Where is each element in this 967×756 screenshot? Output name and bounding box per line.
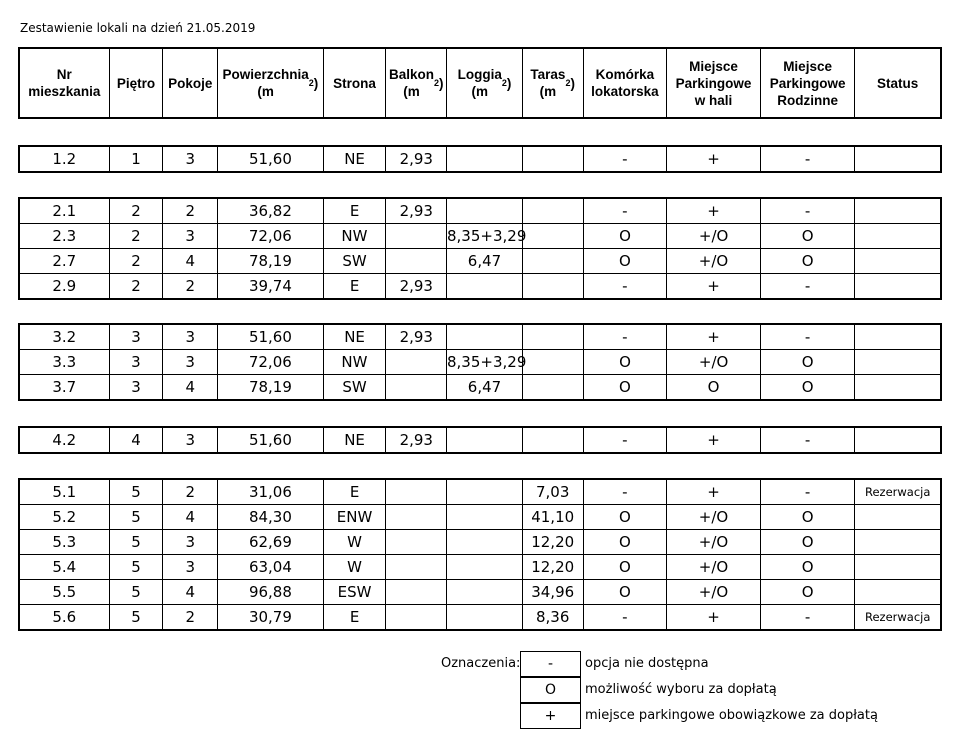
cell-balcony — [385, 249, 446, 273]
cell-loggia — [446, 199, 522, 223]
cell-rooms: 3 — [162, 555, 217, 579]
cell-side: ENW — [323, 505, 386, 529]
cell-parking-family: O — [760, 224, 855, 248]
cell-storage: O — [583, 580, 667, 604]
cell-terrace: 12,20 — [522, 555, 583, 579]
cell-area: 78,19 — [217, 375, 323, 399]
cell-rooms: 3 — [162, 428, 217, 452]
legend-text-optional: możliwość wyboru za dopłatą — [585, 682, 777, 697]
cell-loggia — [446, 480, 522, 504]
cell-floor: 3 — [109, 325, 163, 349]
cell-parking-hall: +/O — [666, 555, 760, 579]
cell-terrace — [522, 224, 583, 248]
cell-terrace: 8,36 — [522, 605, 583, 629]
cell-loggia — [446, 325, 522, 349]
header-status: Status — [854, 49, 940, 117]
table-row — [20, 374, 940, 399]
cell-loggia — [446, 147, 522, 171]
cell-nr: 3.3 — [52, 353, 77, 371]
cell-status — [854, 580, 940, 604]
cell-balcony: 2,93 — [385, 325, 446, 349]
cell-terrace: 34,96 — [522, 580, 583, 604]
cell-nr: 1.2 — [52, 150, 77, 168]
cell-rooms: 2 — [162, 605, 217, 629]
cell-area: 78,19 — [217, 249, 323, 273]
cell-area: 62,69 — [217, 530, 323, 554]
cell-balcony — [385, 530, 446, 554]
header-loggia: Loggia (m 2 ) — [446, 49, 522, 117]
cell-status — [854, 428, 940, 452]
cell-loggia — [446, 428, 522, 452]
cell-nr: 5.3 — [52, 533, 77, 551]
legend-symbol-unavailable: - — [520, 651, 581, 677]
table-row — [20, 199, 940, 223]
cell-balcony: 2,93 — [385, 274, 446, 298]
floor-group — [18, 426, 942, 454]
cell-side: NE — [323, 428, 386, 452]
cell-side: ESW — [323, 580, 386, 604]
cell-floor: 5 — [109, 530, 163, 554]
cell-side: W — [323, 530, 386, 554]
table-row — [20, 480, 940, 504]
cell-floor: 2 — [109, 199, 163, 223]
cell-parking-hall: O — [666, 375, 760, 399]
cell-side: NW — [323, 350, 386, 374]
cell-terrace — [522, 249, 583, 273]
cell-side: E — [323, 274, 386, 298]
cell-parking-hall: + — [666, 325, 760, 349]
cell-floor: 5 — [109, 505, 163, 529]
cell-parking-hall: +/O — [666, 530, 760, 554]
cell-balcony — [385, 505, 446, 529]
document-title: Zestawienie lokali na dzień 21.05.2019 — [20, 21, 256, 35]
cell-storage: O — [583, 350, 667, 374]
table-row — [20, 273, 940, 298]
cell-nr: 2.7 — [52, 252, 77, 270]
cell-floor: 3 — [109, 350, 163, 374]
cell-floor: 3 — [109, 375, 163, 399]
cell-storage: - — [583, 147, 667, 171]
cell-loggia — [446, 505, 522, 529]
table-row — [20, 504, 940, 529]
cell-area: 30,79 — [217, 605, 323, 629]
cell-storage: O — [583, 249, 667, 273]
cell-floor: 5 — [109, 605, 163, 629]
header-floor: Piętro — [109, 49, 163, 117]
cell-balcony: 2,93 — [385, 199, 446, 223]
cell-area: 51,60 — [217, 325, 323, 349]
cell-area: 39,74 — [217, 274, 323, 298]
table-row — [20, 325, 940, 349]
cell-storage: - — [583, 274, 667, 298]
cell-rooms: 3 — [162, 350, 217, 374]
cell-status — [854, 505, 940, 529]
cell-floor: 5 — [109, 555, 163, 579]
cell-nr: 5.1 — [52, 483, 77, 501]
cell-parking-family: O — [760, 350, 855, 374]
cell-terrace — [522, 274, 583, 298]
cell-storage: - — [583, 428, 667, 452]
cell-nr: 2.3 — [52, 227, 77, 245]
cell-status — [854, 274, 940, 298]
cell-status — [854, 375, 940, 399]
cell-loggia — [446, 555, 522, 579]
cell-parking-family: O — [760, 249, 855, 273]
cell-terrace: 12,20 — [522, 530, 583, 554]
cell-balcony — [385, 605, 446, 629]
cell-storage: - — [583, 199, 667, 223]
table-row — [20, 147, 940, 171]
floor-group — [18, 197, 942, 300]
table-row — [20, 579, 940, 604]
cell-area: 72,06 — [217, 350, 323, 374]
legend-text-unavailable: opcja nie dostępna — [585, 656, 709, 671]
table-row — [20, 529, 940, 554]
cell-terrace — [522, 147, 583, 171]
cell-floor: 5 — [109, 580, 163, 604]
cell-balcony: 2,93 — [385, 428, 446, 452]
cell-storage: O — [583, 530, 667, 554]
cell-balcony — [385, 350, 446, 374]
cell-loggia: 6,47 — [446, 375, 522, 399]
cell-parking-hall: + — [666, 274, 760, 298]
cell-status — [854, 350, 940, 374]
cell-rooms: 2 — [162, 199, 217, 223]
header-area: Powierzchnia (m 2 ) — [217, 49, 323, 117]
legend-label: Oznaczenia: — [441, 656, 521, 671]
cell-balcony: 2,93 — [385, 147, 446, 171]
cell-floor: 1 — [109, 147, 163, 171]
cell-balcony — [385, 555, 446, 579]
table-row — [20, 248, 940, 273]
cell-nr: 4.2 — [52, 431, 77, 449]
cell-terrace — [522, 375, 583, 399]
cell-terrace: 41,10 — [522, 505, 583, 529]
header-nr: Nr mieszkania — [28, 67, 101, 99]
cell-parking-family: - — [760, 147, 855, 171]
cell-side: E — [323, 480, 386, 504]
cell-area: 36,82 — [217, 199, 323, 223]
cell-status — [854, 147, 940, 171]
cell-area: 51,60 — [217, 147, 323, 171]
cell-balcony — [385, 580, 446, 604]
cell-nr: 2.1 — [52, 202, 77, 220]
cell-side: W — [323, 555, 386, 579]
cell-rooms: 2 — [162, 274, 217, 298]
cell-parking-family: O — [760, 555, 855, 579]
cell-parking-hall: +/O — [666, 350, 760, 374]
cell-floor: 2 — [109, 224, 163, 248]
cell-area: 31,06 — [217, 480, 323, 504]
cell-parking-hall: + — [666, 480, 760, 504]
cell-parking-family: O — [760, 530, 855, 554]
cell-storage: O — [583, 224, 667, 248]
cell-side: SW — [323, 375, 386, 399]
cell-rooms: 3 — [162, 147, 217, 171]
cell-area: 96,88 — [217, 580, 323, 604]
cell-storage: - — [583, 325, 667, 349]
cell-parking-family: - — [760, 274, 855, 298]
floor-group — [18, 145, 942, 173]
cell-balcony — [385, 480, 446, 504]
floor-group — [18, 323, 942, 401]
cell-rooms: 4 — [162, 375, 217, 399]
cell-terrace: 7,03 — [522, 480, 583, 504]
cell-rooms: 4 — [162, 505, 217, 529]
cell-status — [854, 199, 940, 223]
cell-status — [854, 325, 940, 349]
cell-side: SW — [323, 249, 386, 273]
cell-area: 72,06 — [217, 224, 323, 248]
header-parking-family: Miejsce Parkingowe Rodzinne — [760, 49, 855, 117]
cell-parking-hall: +/O — [666, 580, 760, 604]
cell-floor: 5 — [109, 480, 163, 504]
cell-rooms: 4 — [162, 580, 217, 604]
cell-rooms: 4 — [162, 249, 217, 273]
cell-loggia — [446, 580, 522, 604]
cell-side: NE — [323, 147, 386, 171]
cell-rooms: 3 — [162, 530, 217, 554]
cell-nr: 5.2 — [52, 508, 77, 526]
header-terrace: Taras (m 2 ) — [522, 49, 583, 117]
cell-parking-family: - — [760, 428, 855, 452]
cell-nr: 3.7 — [52, 378, 77, 396]
cell-nr: 5.4 — [52, 558, 77, 576]
legend-symbol-optional: O — [520, 677, 581, 703]
table-header — [18, 47, 942, 119]
cell-side: E — [323, 605, 386, 629]
table-row — [20, 223, 940, 248]
cell-nr: 2.9 — [52, 277, 77, 295]
cell-storage: - — [583, 605, 667, 629]
cell-status: Rezerwacja — [854, 605, 940, 629]
table-row — [20, 554, 940, 579]
cell-loggia — [446, 530, 522, 554]
cell-nr: 5.5 — [52, 583, 77, 601]
header-storage: Komórka lokatorska — [583, 49, 667, 117]
cell-terrace — [522, 350, 583, 374]
legend-text-mandatory: miejsce parkingowe obowiązkowe za dopłatą — [585, 708, 878, 723]
cell-nr: 5.6 — [52, 608, 77, 626]
cell-rooms: 2 — [162, 480, 217, 504]
cell-floor: 4 — [109, 428, 163, 452]
cell-loggia: 8,35+3,29 — [446, 224, 522, 248]
cell-loggia — [446, 274, 522, 298]
header-side: Strona — [323, 49, 386, 117]
cell-parking-hall: + — [666, 605, 760, 629]
cell-parking-family: O — [760, 505, 855, 529]
cell-storage: O — [583, 375, 667, 399]
cell-storage: O — [583, 505, 667, 529]
cell-rooms: 3 — [162, 325, 217, 349]
cell-terrace — [522, 199, 583, 223]
header-balcony: Balkon (m 2 ) — [385, 49, 446, 117]
cell-parking-hall: + — [666, 147, 760, 171]
floor-group — [18, 478, 942, 631]
cell-side: NE — [323, 325, 386, 349]
cell-parking-hall: +/O — [666, 505, 760, 529]
cell-side: E — [323, 199, 386, 223]
cell-terrace — [522, 428, 583, 452]
cell-status: Rezerwacja — [854, 480, 940, 504]
cell-parking-family: O — [760, 580, 855, 604]
table-row — [20, 428, 940, 452]
table-row — [20, 604, 940, 629]
table-row — [20, 349, 940, 374]
cell-loggia: 6,47 — [446, 249, 522, 273]
cell-rooms: 3 — [162, 224, 217, 248]
header-parking-hall: Miejsce Parkingowe w hali — [666, 49, 760, 117]
cell-parking-hall: +/O — [666, 224, 760, 248]
cell-area: 84,30 — [217, 505, 323, 529]
cell-floor: 2 — [109, 274, 163, 298]
cell-status — [854, 555, 940, 579]
header-rooms: Pokoje — [162, 49, 217, 117]
cell-loggia: 8,35+3,29 — [446, 350, 522, 374]
cell-parking-family: - — [760, 605, 855, 629]
cell-area: 63,04 — [217, 555, 323, 579]
cell-nr: 3.2 — [52, 328, 77, 346]
cell-parking-family: - — [760, 199, 855, 223]
legend-symbol-mandatory: + — [520, 703, 581, 729]
cell-parking-hall: + — [666, 199, 760, 223]
cell-parking-hall: + — [666, 428, 760, 452]
cell-floor: 2 — [109, 249, 163, 273]
cell-balcony — [385, 375, 446, 399]
cell-status — [854, 224, 940, 248]
cell-parking-hall: +/O — [666, 249, 760, 273]
cell-balcony — [385, 224, 446, 248]
cell-terrace — [522, 325, 583, 349]
cell-status — [854, 249, 940, 273]
cell-storage: O — [583, 555, 667, 579]
cell-side: NW — [323, 224, 386, 248]
cell-storage: - — [583, 480, 667, 504]
cell-parking-family: - — [760, 325, 855, 349]
cell-parking-family: - — [760, 480, 855, 504]
cell-loggia — [446, 605, 522, 629]
cell-parking-family: O — [760, 375, 855, 399]
cell-status — [854, 530, 940, 554]
cell-area: 51,60 — [217, 428, 323, 452]
